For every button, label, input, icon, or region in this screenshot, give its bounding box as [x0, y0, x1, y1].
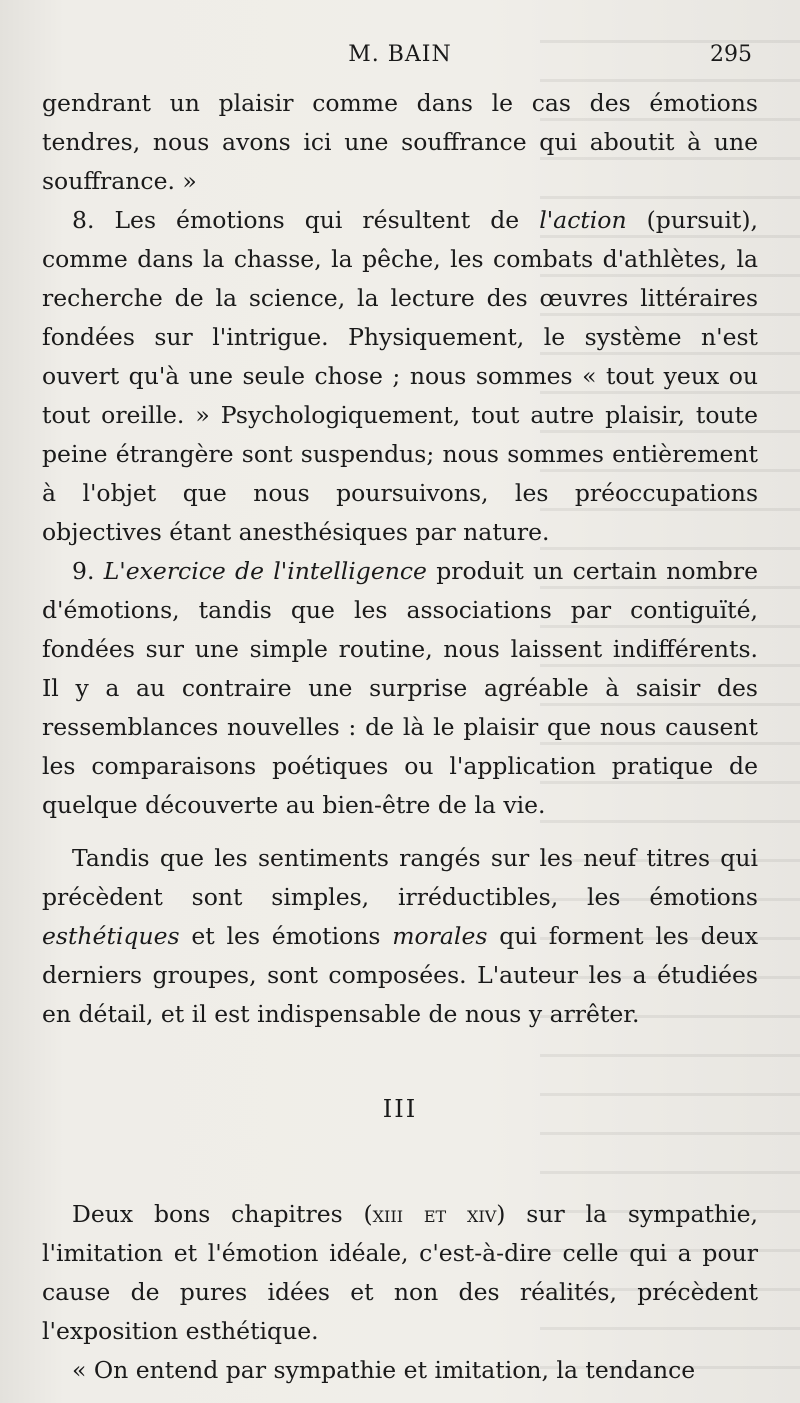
italic-term: L'exercice de l'intelligence	[103, 557, 427, 585]
paragraph-intelligence	[42, 552, 758, 825]
paragraph-text: ) sur la sympathie, l'imitation et l'émotion idéale, c'est-à-dire celle qui a pour cause de pures idées et non des réalités, précèdent l'exposition esthétique.	[42, 1200, 758, 1345]
italic-term: morales	[392, 922, 488, 950]
paragraph-text: gendrant un plaisir comme dans le cas des émotions tendres, nous avons ici une souffrance qui aboutit à une souffrance. »	[42, 89, 758, 195]
paragraph-text: Tandis que les sentiments rangés sur les neuf titres qui précèdent sont simples, irréductibles, les émotions	[42, 844, 758, 911]
paragraph-sympathy	[42, 1195, 758, 1351]
paragraph-text: « On entend par sympathie et imitation, la tendance	[72, 1356, 696, 1384]
paragraph-text: (pursuit), comme dans la chasse, la pêche, les combats d'athlètes, la recherche de la science, la lecture des œuvres littéraires fondées sur l'intrigue. Physiquement, le système n'est ouvert qu'à une seule chose ; nous sommes « tout yeux ou tout oreille. » Psychologiquement, tout autre plaisir, toute peine étrangère sont suspendus; nous sommes entièrement à l'objet que nous poursuivons, les préoccupations objectives étant anesthésiques par nature.	[42, 206, 758, 546]
paragraph-text: 9.	[72, 557, 104, 585]
paragraph-text: et les émotions	[179, 922, 393, 950]
section-heading: III	[382, 1095, 418, 1123]
paragraph-continued	[42, 84, 758, 201]
paragraph-text: Deux bons chapitres (	[72, 1200, 373, 1228]
body-text	[42, 84, 758, 1390]
running-head: M. BAIN	[348, 42, 452, 67]
page-number: 295	[710, 42, 752, 67]
paragraph-quote	[42, 1351, 758, 1390]
small-caps-chapters: xiii et xiv	[372, 1200, 497, 1228]
paragraph-text: produit un certain nombre d'émotions, tandis que les associations par contiguïté, fondées sur une simple routine, nous laissent indifférents. Il y a au contraire une surprise agréable à saisir des ressemblances nouvelles : de là le plaisir que nous causent les comparaisons poétiques ou l'application pratique de quelque découverte au bien-être de la vie.	[42, 557, 758, 819]
italic-term: esthétiques	[42, 922, 180, 950]
italic-term: l'action	[539, 206, 627, 234]
paragraph-text: 8. Les émotions qui résultent de	[72, 206, 540, 234]
paragraph-text: qui forment les deux derniers groupes, sont composées. L'auteur les a étudiées en détail, et il est indispensable de nous y arrêter.	[42, 922, 758, 1028]
paragraph-action	[42, 201, 758, 552]
paragraph-summary	[42, 839, 758, 1034]
page-header	[42, 36, 758, 84]
